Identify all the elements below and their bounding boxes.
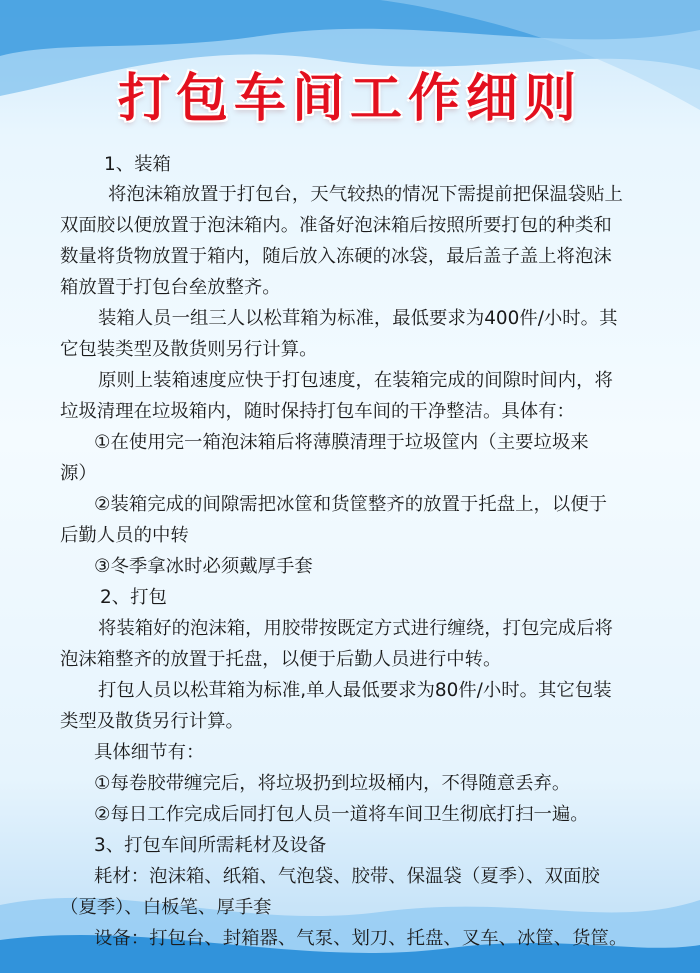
paragraph-line: 它包装类型及散货则另行计算。	[60, 339, 318, 360]
page-title: 打包车间工作细则	[117, 69, 582, 129]
paragraph-line: 原则上装箱速度应快于打包速度，在装箱完成的间隙时间内，将	[98, 370, 613, 391]
list-item: ②每日工作完成后同打包人员一道将车间卫生彻底打扫一遍。	[94, 804, 589, 825]
section-heading-packing: 1、装箱	[104, 154, 171, 175]
paragraph-line: 泡沫箱整齐的放置于托盘，以便于后勤人员进行中转。	[60, 649, 502, 670]
equipment-line: 设备：打包台、封箱器、气泵、划刀、托盘、叉车、冰筐、货筐。	[94, 928, 628, 949]
paragraph-line: 装箱人员一组三人以松茸箱为标准，最低要求为400件/小时。其	[98, 308, 618, 329]
paragraph-line: 具体细节有：	[94, 742, 205, 763]
list-item: ①在使用完一箱泡沫箱后将薄膜清理于垃圾筐内（主要垃圾来	[94, 432, 589, 453]
paragraph-line: 类型及散货另行计算。	[60, 711, 244, 732]
supplies-line: （夏季）、白板笔、厚手套	[60, 897, 272, 918]
supplies-line: 耗材：泡沫箱、纸箱、气泡袋、胶带、保温袋（夏季）、双面胶	[94, 866, 600, 887]
list-item: ③冬季拿冰时必须戴厚手套	[94, 556, 313, 577]
list-item-continuation: 后勤人员的中转	[60, 525, 189, 546]
list-item-continuation: 源）	[60, 463, 97, 484]
paragraph-line: 箱放置于打包台垒放整齐。	[60, 277, 281, 298]
paragraph-line: 双面胶以便放置于泡沫箱内。准备好泡沫箱后按照所要打包的种类和	[60, 215, 612, 236]
list-item: ②装箱完成的间隙需把冰筐和货筐整齐的放置于托盘上，以便于	[94, 494, 608, 515]
paragraph-line: 将泡沫箱放置于打包台，天气较热的情况下需提前把保温袋贴上	[108, 184, 623, 205]
paragraph-line: 打包人员以松茸箱为标准,单人最低要求为80件/小时。其它包装	[98, 680, 612, 701]
paragraph-line: 垃圾清理在垃圾箱内，随时保持打包车间的干净整洁。具体有：	[60, 401, 575, 422]
section-heading-wrapping: 2、打包	[100, 587, 167, 608]
list-item: ①每卷胶带缠完后，将垃圾扔到垃圾桶内，不得随意丢弃。	[94, 773, 571, 794]
paragraph-line: 数量将货物放置于箱内，随后放入冻硬的冰袋，最后盖子盖上将泡沫	[60, 246, 612, 267]
section-heading-supplies: 3、打包车间所需耗材及设备	[94, 835, 327, 856]
paragraph-line: 将装箱好的泡沫箱，用胶带按既定方式进行缠绕，打包完成后将	[98, 618, 613, 639]
